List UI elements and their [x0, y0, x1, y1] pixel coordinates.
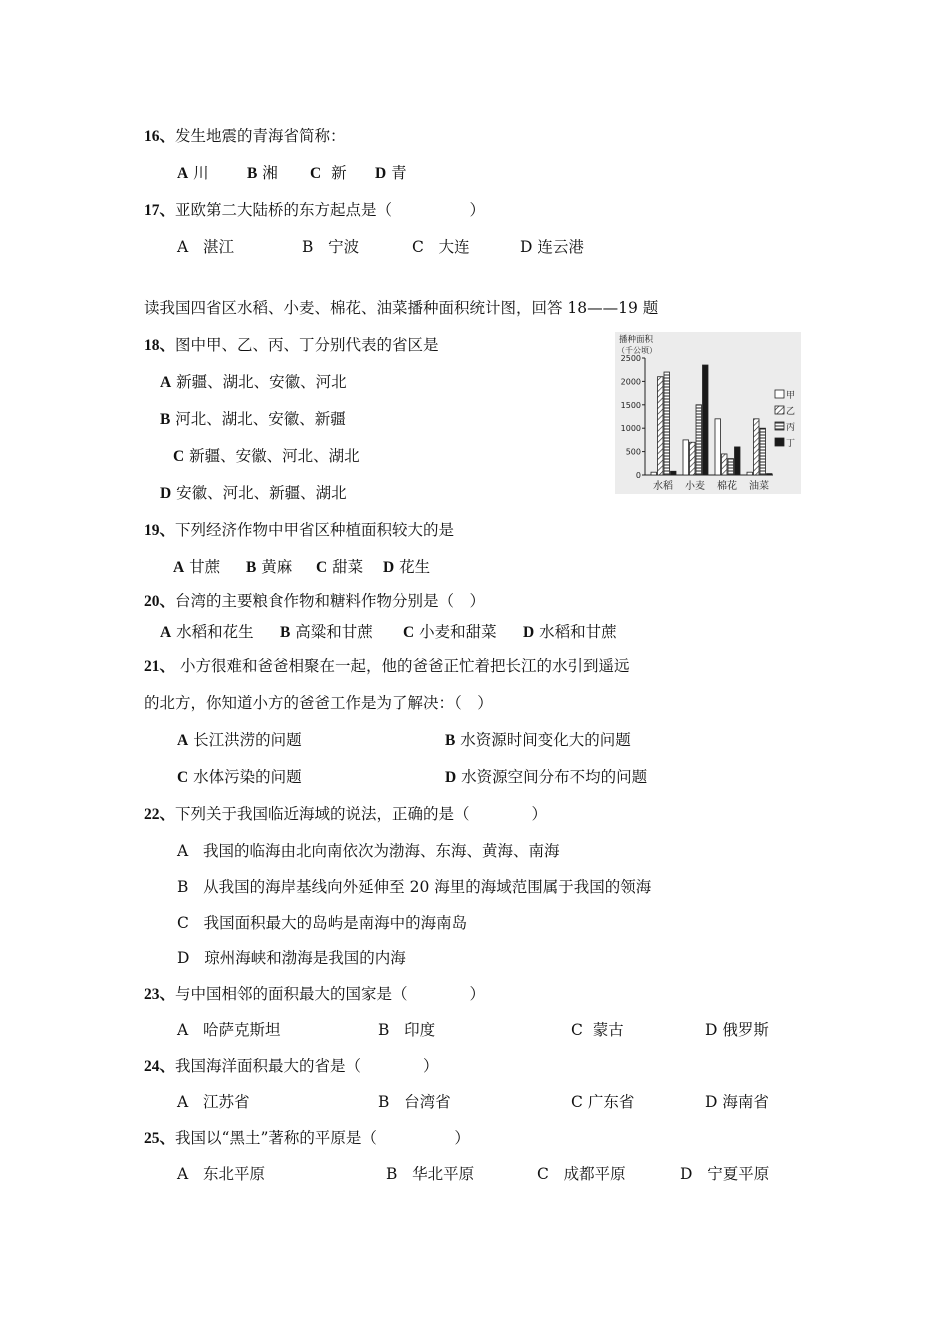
option-d[interactable]: D 安徽、河北、新疆、湖北: [160, 484, 347, 502]
bar-丁-棉花: [735, 447, 741, 475]
question-stem: 与中国相邻的面积最大的国家是（ ）: [175, 985, 486, 1003]
question-number: 17、: [144, 202, 176, 219]
chart-title: 播种面积: [619, 335, 654, 345]
question-number: 22、: [144, 806, 176, 823]
bar-甲-棉花: [715, 419, 721, 475]
bar-乙-小麦: [690, 442, 696, 475]
bar-丙-油菜: [760, 428, 766, 475]
question-number: 16、: [144, 128, 176, 145]
question-number: 24、: [144, 1058, 176, 1075]
option-c[interactable]: C 新: [310, 164, 347, 182]
option-c[interactable]: C 水体污染的问题: [177, 768, 302, 786]
option-b[interactable]: B 从我国的海岸基线向外延伸至 20 海里的海域范围属于我国的领海: [177, 878, 652, 896]
option-c[interactable]: C 甜菜: [316, 558, 364, 576]
option-a[interactable]: A 东北平原: [177, 1165, 265, 1183]
question-22: [144, 804, 547, 825]
option-a[interactable]: A 水稻和花生: [160, 623, 254, 641]
question-number: 18、: [144, 337, 176, 354]
x-tick-label: 水稻: [653, 481, 673, 492]
y-tick-label: 2500: [620, 354, 641, 363]
bar-丙-水稻: [664, 372, 670, 475]
question-24: [144, 1056, 439, 1077]
x-tick-label: 油菜: [749, 481, 769, 492]
question-number: 25、: [144, 1130, 176, 1147]
option-d[interactable]: D 水资源空间分布不均的问题: [445, 768, 648, 786]
chart-canvas: [615, 332, 801, 494]
option-c[interactable]: C 大连: [412, 238, 470, 256]
option-c[interactable]: C 小麦和甜菜: [403, 623, 497, 641]
bar-甲-小麦: [683, 440, 689, 475]
option-b[interactable]: B 湘: [247, 164, 278, 182]
option-d[interactable]: D 海南省: [705, 1093, 769, 1111]
option-b[interactable]: B 高粱和甘蔗: [280, 623, 373, 641]
legend-swatch-丁: [775, 438, 784, 446]
legend-swatch-甲: [775, 390, 784, 398]
question-21-continued: 的北方，你知道小方的爸爸工作是为了解决：（ ）: [144, 694, 493, 712]
option-d[interactable]: D 俄罗斯: [705, 1021, 769, 1039]
question-25: [144, 1128, 470, 1149]
option-b[interactable]: B 河北、湖北、安徽、新疆: [160, 410, 346, 428]
option-a[interactable]: A 我国的临海由北向南依次为渤海、东海、黄海、南海: [177, 842, 560, 860]
question-stem: 台湾的主要粮食作物和糖料作物分别是（ ）: [175, 592, 486, 610]
bar-乙-棉花: [722, 454, 728, 475]
y-tick-label: 0: [635, 471, 641, 480]
option-a[interactable]: A 川: [177, 164, 209, 182]
x-tick-label: 棉花: [717, 481, 737, 492]
option-c[interactable]: C 成都平原: [537, 1165, 626, 1183]
option-d[interactable]: D 琼州海峡和渤海是我国的内海: [177, 949, 406, 967]
question-number: 20、: [144, 593, 176, 610]
question-23: [144, 984, 485, 1005]
option-a[interactable]: A 长江洪涝的问题: [177, 731, 302, 749]
bar-丁-小麦: [703, 365, 709, 475]
x-tick-label: 小麦: [685, 481, 705, 492]
option-b[interactable]: B 宁波: [302, 238, 360, 256]
option-b[interactable]: B 水资源时间变化大的问题: [445, 731, 631, 749]
question-18: [144, 335, 439, 356]
bar-甲-水稻: [651, 472, 657, 475]
option-d[interactable]: D 连云港: [520, 238, 584, 256]
question-stem: 图中甲、乙、丙、丁分别代表的省区是: [175, 336, 439, 354]
bar-甲-油菜: [747, 472, 753, 475]
legend-label: 甲: [786, 391, 796, 401]
option-d[interactable]: D 水稻和甘蔗: [523, 623, 617, 641]
bar-乙-油菜: [754, 419, 760, 475]
bar-丙-小麦: [696, 405, 702, 475]
option-b[interactable]: B 印度: [378, 1021, 436, 1039]
question-number: 19、: [144, 522, 176, 539]
option-c[interactable]: C 我国面积最大的岛屿是南海中的海南岛: [177, 914, 468, 932]
option-c[interactable]: C 新疆、安徽、河北、湖北: [173, 447, 360, 465]
question-stem: 下列经济作物中甲省区种植面积较大的是: [175, 521, 455, 539]
bar-丁-油菜: [767, 474, 773, 475]
question-16: [144, 126, 346, 147]
y-tick-label: 1500: [620, 400, 641, 410]
option-b[interactable]: B 台湾省: [378, 1093, 451, 1111]
bar-丙-棉花: [728, 459, 734, 475]
option-b[interactable]: B 黄麻: [246, 558, 293, 576]
y-tick-label: 1000: [620, 424, 641, 434]
option-a[interactable]: A 江苏省: [177, 1093, 250, 1111]
legend-swatch-丙: [775, 422, 784, 430]
legend-swatch-乙: [775, 406, 784, 414]
option-a[interactable]: A 哈萨克斯坦: [177, 1021, 281, 1039]
reading-instruction: 读我国四省区水稻、小麦、棉花、油菜播种面积统计图，回答 18——19 题: [144, 299, 659, 317]
option-b[interactable]: B 华北平原: [386, 1165, 475, 1183]
question-stem: 我国以“黑土”著称的平原是（ ）: [175, 1129, 470, 1147]
question-21: [144, 656, 629, 677]
question-17: [144, 200, 485, 221]
question-stem: 我国海洋面积最大的省是（ ）: [175, 1057, 439, 1075]
question-number: 23、: [144, 986, 176, 1003]
question-number: 21、: [144, 658, 176, 675]
question-stem: 亚欧第二大陆桥的东方起点是（ ）: [175, 201, 486, 219]
y-tick-label: 500: [625, 447, 641, 457]
option-a[interactable]: A 甘蔗: [173, 558, 221, 576]
y-tick-label: 2000: [620, 377, 641, 387]
legend-label: 丁: [786, 439, 796, 449]
question-20: [144, 591, 485, 612]
option-a[interactable]: A 新疆、湖北、安徽、河北: [160, 373, 347, 391]
legend-label: 乙: [786, 407, 796, 417]
question-stem: 发生地震的青海省简称：: [175, 127, 346, 145]
bar-丁-水稻: [671, 471, 677, 475]
option-c[interactable]: C 蒙古: [571, 1021, 624, 1039]
question-stem: 下列关于我国临近海域的说法，正确的是（ ）: [175, 805, 548, 823]
question-stem: 小方很难和爸爸相聚在一起，他的爸爸正忙着把长江的水引到遥远: [175, 657, 630, 675]
bar-乙-水稻: [658, 377, 664, 475]
sowing-area-bar-chart: [615, 332, 801, 494]
legend-label: 丙: [786, 423, 796, 433]
option-d[interactable]: D 花生: [383, 558, 431, 576]
option-c[interactable]: C 广东省: [571, 1093, 635, 1111]
option-d[interactable]: D 青: [375, 164, 407, 182]
option-a[interactable]: A 湛江: [177, 238, 234, 256]
chart-ylabel: （千公顷）: [617, 346, 657, 355]
option-d[interactable]: D 宁夏平原: [680, 1165, 770, 1183]
question-19: [144, 520, 454, 541]
